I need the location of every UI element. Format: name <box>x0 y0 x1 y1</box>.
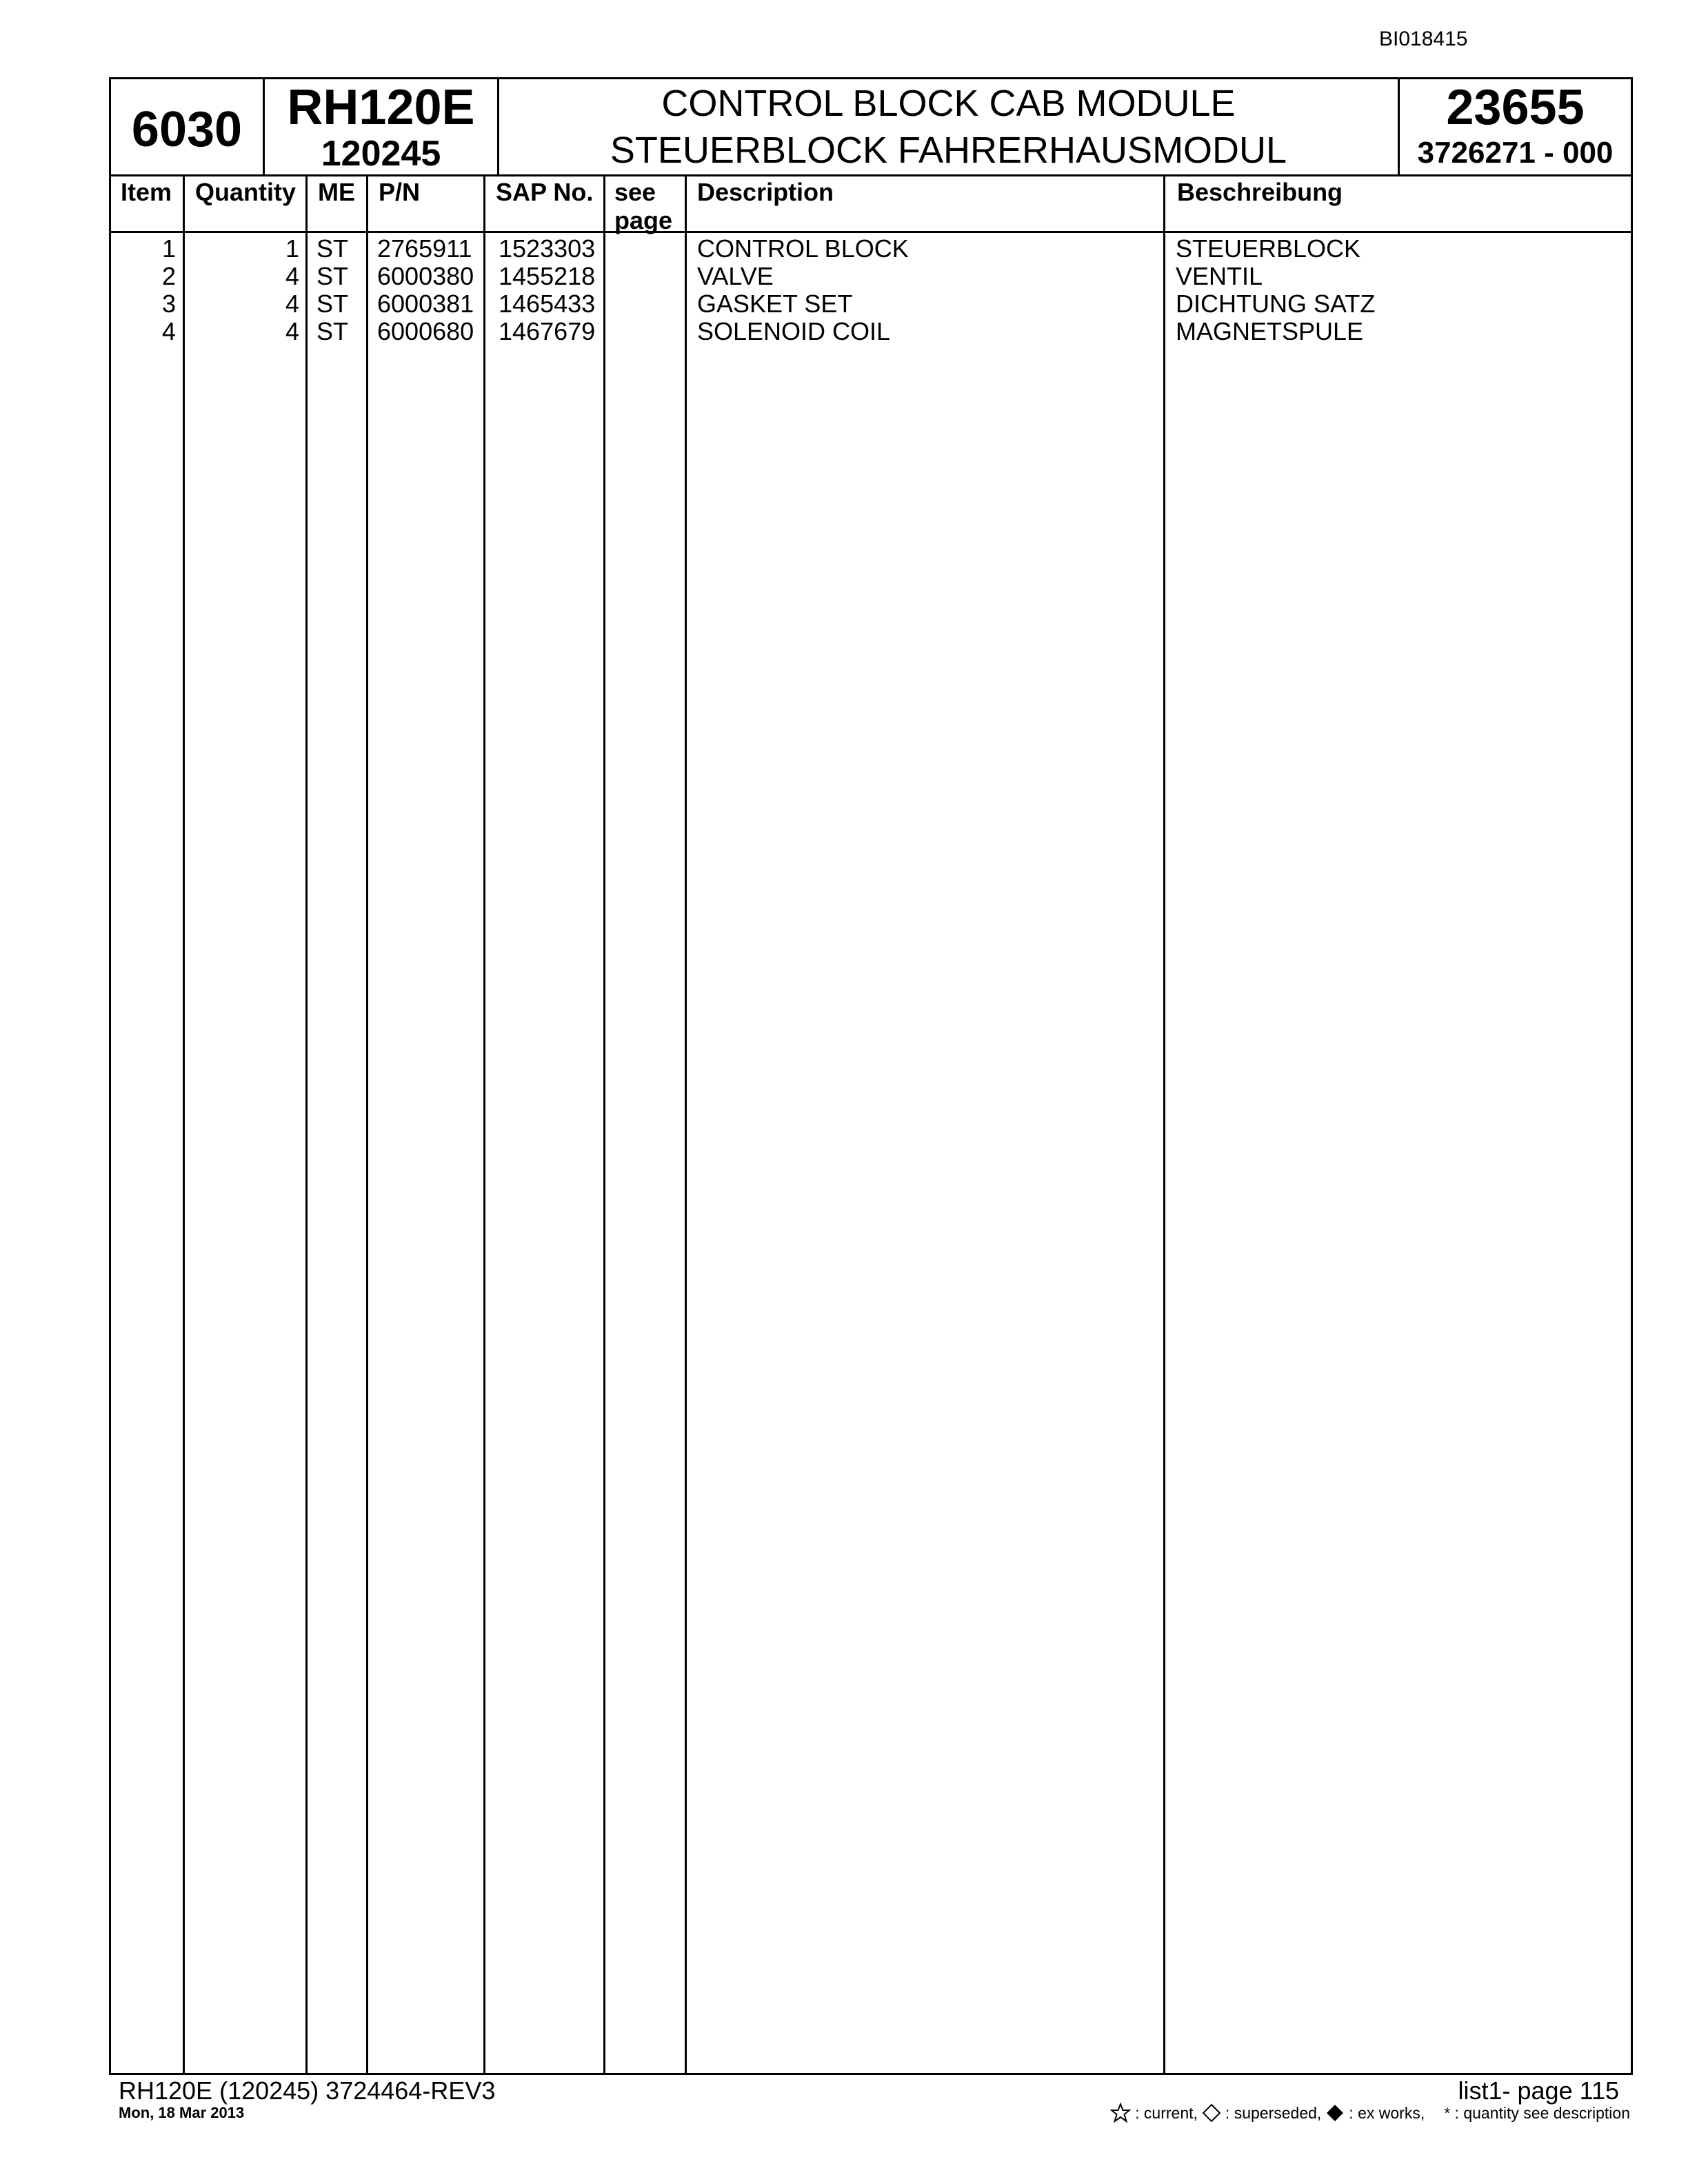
drawing-number: 3726271 - 000 <box>1417 136 1614 170</box>
legend-current: : current, <box>1135 2103 1198 2122</box>
col-header-beschreibung: Beschreibung <box>1177 178 1343 206</box>
col-header-see-page <box>614 178 672 234</box>
footer-model-revision: RH120E (120245) 3724464-REV3 <box>119 2076 496 2105</box>
row-description: CONTROL BLOCK <box>697 234 909 263</box>
col-header-me: ME <box>318 178 355 206</box>
col-divider-me <box>366 174 368 2074</box>
row-description: GASKET SET <box>697 290 853 318</box>
legend-quantity: * : quantity see description <box>1444 2103 1630 2122</box>
footer-date: Mon, 18 Mar 2013 <box>119 2104 245 2121</box>
machine-serial: 120245 <box>321 134 441 174</box>
row-beschreibung: DICHTUNG SATZ <box>1176 290 1376 318</box>
row-sap: 1455218 <box>499 262 596 290</box>
row-beschreibung: VENTIL <box>1176 262 1263 290</box>
col-header-description: Description <box>697 178 834 206</box>
assembly-number: 23655 <box>1446 80 1585 135</box>
row-pn: 6000381 <box>377 290 474 318</box>
row-me: ST <box>316 317 349 345</box>
column-header-divider <box>111 231 1631 233</box>
row-quantity: 4 <box>285 290 299 318</box>
col-divider-qty <box>305 174 308 2074</box>
legend-superseded: : superseded, <box>1225 2103 1322 2122</box>
col-header-page: page <box>614 206 673 234</box>
footer-legend <box>1110 2103 1630 2123</box>
row-me: ST <box>316 262 349 290</box>
col-header-see: see <box>614 178 656 206</box>
machine-model: RH120E <box>287 80 475 135</box>
col-divider-sap <box>603 174 605 2074</box>
row-item: 2 <box>161 262 176 290</box>
header-divider <box>111 174 1631 176</box>
col-divider-item <box>183 174 185 2074</box>
document-id: BI018415 <box>1379 28 1468 50</box>
row-quantity: 4 <box>285 262 299 290</box>
table-row <box>111 263 1631 290</box>
group-number: 6030 <box>131 102 243 157</box>
row-sap: 1467679 <box>499 317 596 345</box>
row-pn: 6000380 <box>377 262 474 290</box>
row-me: ST <box>316 290 349 318</box>
row-sap: 1523303 <box>499 234 596 263</box>
row-description: SOLENOID COIL <box>697 317 891 345</box>
row-pn: 6000680 <box>377 317 474 345</box>
row-quantity: 4 <box>285 317 299 345</box>
col-header-sap: SAP No. <box>496 178 594 206</box>
row-pn: 2765911 <box>377 234 472 263</box>
legend-ex-works: : ex works, <box>1349 2103 1425 2122</box>
table-row <box>111 235 1631 263</box>
row-item: 3 <box>161 290 176 318</box>
diamond-filled-icon <box>1325 2103 1345 2123</box>
row-item: 4 <box>161 317 176 345</box>
row-beschreibung: STEUERBLOCK <box>1176 234 1361 263</box>
row-beschreibung: MAGNETSPULE <box>1176 317 1364 345</box>
col-divider-desc <box>1163 174 1165 2074</box>
row-description: VALVE <box>697 262 774 290</box>
row-me: ST <box>316 234 349 263</box>
diamond-outline-icon <box>1202 2103 1221 2123</box>
col-header-quantity: Quantity <box>195 178 297 206</box>
row-item: 1 <box>161 234 176 263</box>
title-german: STEUERBLOCK FAHRERHAUSMODUL <box>610 130 1287 171</box>
star-outline-icon <box>1110 2103 1131 2123</box>
col-header-pn: P/N <box>379 178 421 206</box>
table-row <box>111 290 1631 318</box>
parts-list-frame <box>109 77 1633 2075</box>
col-divider-pn <box>483 174 485 2074</box>
footer-page-number: list1- page 115 <box>1458 2076 1619 2105</box>
title-english: CONTROL BLOCK CAB MODULE <box>661 83 1236 124</box>
col-header-item: Item <box>121 178 172 206</box>
table-row <box>111 318 1631 345</box>
row-sap: 1465433 <box>499 290 596 318</box>
row-quantity: 1 <box>285 234 299 263</box>
col-divider-page <box>685 174 687 2074</box>
